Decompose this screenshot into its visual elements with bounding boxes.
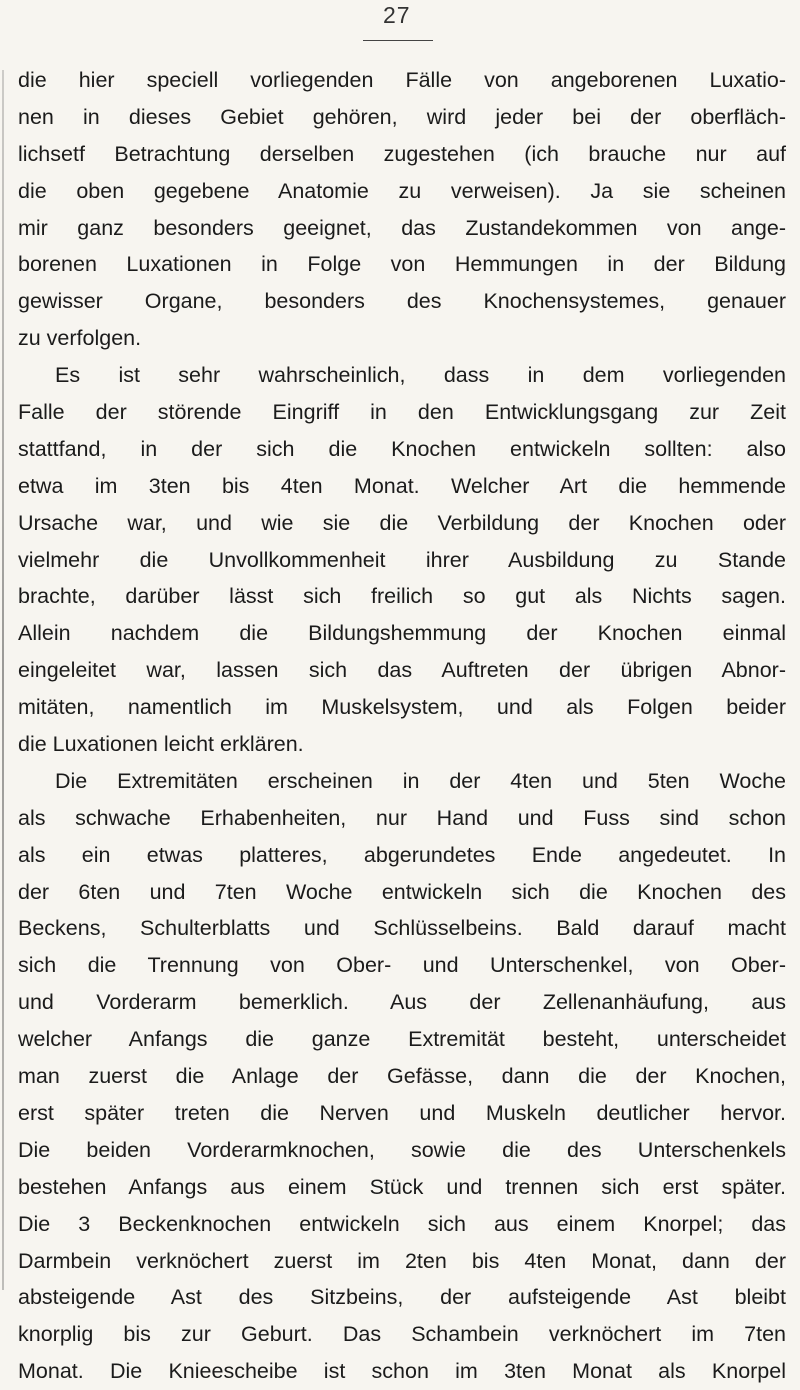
- text-line: Allein nachdem die Bildungshemmung der Knochen einmal: [18, 621, 786, 646]
- text-line: stattfand, in der sich die Knochen entwickeln sollten: also: [18, 436, 786, 461]
- text-line: absteigende Ast des Sitzbeins, der aufsteigende Ast bleibt: [18, 1285, 786, 1310]
- text-line: welcher Anfangs die ganze Extremität besteht, unterscheidet: [18, 1027, 786, 1052]
- text-line: sich die Trennung von Ober- und Unterschenkel, von Ober-: [18, 953, 786, 978]
- text-line: knorplig bis zur Geburt. Das Schambein verknöchert im 7ten: [18, 1322, 786, 1347]
- text-line: die Luxationen leicht erklären.: [18, 732, 304, 757]
- text-line: lichsetf Betrachtung derselben zugestehen (ich brauche nur auf: [18, 141, 786, 166]
- text-line: Ursache war, und wie sie die Verbildung der Knochen oder: [18, 510, 786, 535]
- page-number: 27: [383, 2, 411, 28]
- text-line: Darmbein verknöchert zuerst im 2ten bis 4ten Monat, dann der: [18, 1248, 786, 1273]
- text-line: man zuerst die Anlage der Gefässe, dann die der Knochen,: [18, 1064, 786, 1089]
- text-line: Beckens, Schulterblatts und Schlüsselbeins. Bald darauf macht: [18, 916, 786, 941]
- text-line: mitäten, namentlich im Muskelsystem, und als Folgen beider: [18, 695, 786, 720]
- text-line: eingeleitet war, lassen sich das Auftreten der übrigen Abnor-: [18, 658, 786, 683]
- scan-edge-shadow: [2, 70, 4, 1290]
- text-line: der 6ten und 7ten Woche entwickeln sich die Knochen des: [18, 879, 786, 904]
- text-line: vielmehr die Unvollkommenheit ihrer Ausbildung zu Stande: [18, 547, 786, 572]
- text-line: Die 3 Beckenknochen entwickeln sich aus einem Knorpel; das: [18, 1211, 786, 1236]
- text-line: gewisser Organe, besonders des Knochensystemes, genauer: [18, 289, 786, 314]
- text-line: als ein etwas platteres, abgerundetes Ende angedeutet. In: [18, 842, 786, 867]
- text-line: als schwache Erhabenheiten, nur Hand und Fuss sind schon: [18, 805, 786, 830]
- text-body: [18, 62, 786, 1390]
- text-line: Die beiden Vorderarmknochen, sowie die des Unterschenkels: [18, 1137, 786, 1162]
- text-line: bestehen Anfangs aus einem Stück und trennen sich erst später.: [18, 1174, 786, 1199]
- page-number-rule: [363, 40, 433, 41]
- text-line: die hier speciell vorliegenden Fälle von angeborenen Luxatio-: [18, 68, 786, 92]
- text-line: nen in dieses Gebiet gehören, wird jeder bei der oberfläch-: [18, 104, 786, 129]
- text-line: mir ganz besonders geeignet, das Zustandekommen von ange-: [18, 215, 786, 240]
- text-line: und Vorderarm bemerklich. Aus der Zellenanhäufung, aus: [18, 990, 786, 1015]
- text-line: erst später treten die Nerven und Muskeln deutlicher hervor.: [18, 1100, 786, 1125]
- text-line: brachte, darüber lässt sich freilich so gut als Nichts sagen.: [18, 584, 786, 609]
- text-line: zu verfolgen.: [18, 326, 142, 351]
- text-line: die oben gegebene Anatomie zu verweisen). Ja sie scheinen: [18, 178, 786, 203]
- text-line: etwa im 3ten bis 4ten Monat. Welcher Art die hemmende: [18, 473, 786, 498]
- text-line: Falle der störende Eingriff in den Entwicklungsgang zur Zeit: [18, 400, 786, 425]
- paragraph-start-line: Die Extremitäten erscheinen in der 4ten und 5ten Woche: [55, 768, 786, 793]
- text-line: borenen Luxationen in Folge von Hemmungen in der Bildung: [18, 252, 786, 277]
- paragraph-start-line: Es ist sehr wahrscheinlich, dass in dem vorliegenden: [55, 363, 786, 388]
- text-line: Monat. Die Knieescheibe ist schon im 3ten Monat als Knorpel: [18, 1359, 786, 1384]
